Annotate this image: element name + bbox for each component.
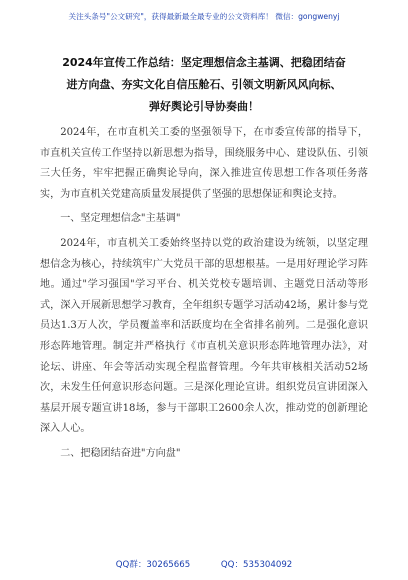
intro-paragraph: 2024年，在市直机关工委的坚强领导下，在市委宣传部的指导下，市直机关宣传工作坚持以新思想为指导，围绕服务中心、建设队伍、引领三大任务，牢牢把握正确舆论导向，深入推进宣传思想工作各项任务落实，为市直机关党建高质量发展提供了坚强的思想保证和舆论支持。: [40, 127, 368, 200]
contact-footer: [0, 556, 408, 574]
section-heading-2: 二、把稳团结奋进"方向盘": [60, 447, 181, 459]
qq-group-text: QQ群：30265665: [115, 560, 191, 570]
document-body: [40, 123, 368, 469]
title-line-3: 弹好舆论引导协奏曲！: [149, 100, 259, 113]
section-1-paragraph: 2024年，市直机关工委始终坚持以党的政治建设为统领，以坚定理想信念为核心，持续筑牢广大党员干部的思想根基。一是用好理论学习阵地。通过"学习强国"学习平台、机关党校专题培训、主题党日活动等形式，深入开展新思想学习教育，全年组织专题学习活动42场，累计参与党员达1.3万人次，学员覆盖率和活跃度均在全省排名前列。二是强化意识形态阵地管理。制定并严格执行《市直机关意识形态阵地管理办法》，对论坛、讲座、年会等活动实现全程监督管理。今年共审核相关活动52场次，未发生任何意识形态问题。三是深化理论宣讲。组织党员宣讲团深入基层开展专题宣讲18场，参与干部职工2600余人次，推动党的创新理论深入人心。: [40, 237, 368, 435]
document-title: [34, 52, 374, 118]
section-heading-1: 一、坚定理想信念"主基调": [60, 213, 181, 225]
title-line-2: 进方向盘、夯实文化自信压舱石、引领文明新风风向标、: [66, 78, 342, 91]
promo-banner: 关注头条号"公文研究"，获得最新最全最专业的公文资料库！ 微信：gongwenyj: [68, 12, 340, 21]
qq-contact-text: QQ：535304092: [220, 560, 293, 570]
title-line-1: 2024年宣传工作总结：坚定理想信念主基调、把稳团结奋: [62, 56, 346, 69]
